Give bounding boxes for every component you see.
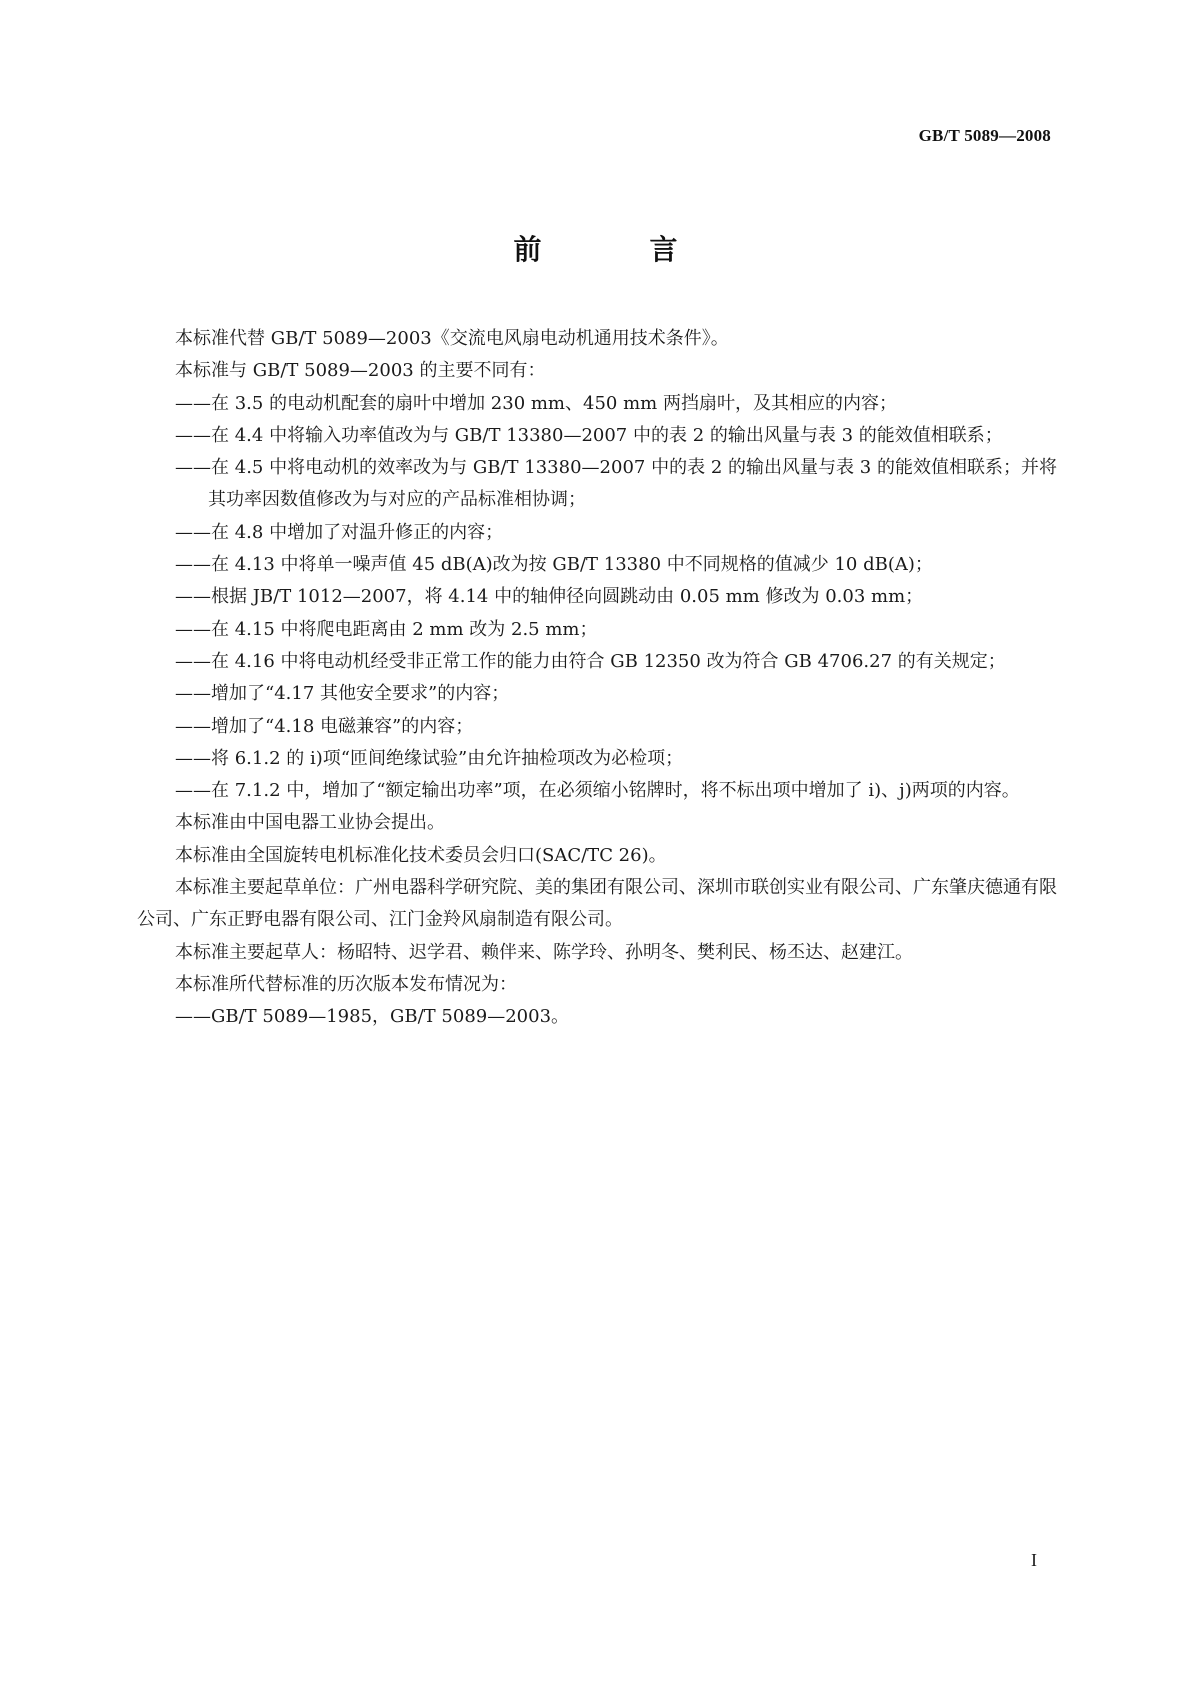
history-item: ——GB/T 5089—1985，GB/T 5089—2003。 [175,1006,570,1028]
change-item-12: ——在 7.1.2 中，增加了“额定输出功率”项，在必须缩小铭牌时，将不标出项中增加了 i)、j)两项的内容。 [175,780,1020,802]
history-intro-paragraph: 本标准所代替标准的历次版本发布情况为： [175,973,517,995]
proposer-paragraph: 本标准由中国电器工业协会提出。 [175,812,445,834]
change-item-8: ——在 4.16 中将电动机经受非正常工作的能力由符合 GB 12350 改为符合 GB 4706.27 的有关规定； [175,650,1006,672]
committee-paragraph: 本标准由全国旋转电机标准化技术委员会归口(SAC/TC 26)。 [175,844,667,866]
change-item-4: ——在 4.8 中增加了对温升修正的内容； [175,521,504,543]
change-item-11: ——将 6.1.2 的 i)项“匝间绝缘试验”由允许抽检项改为必检项； [175,747,684,769]
change-item-3: ——在 4.5 中将电动机的效率改为与 GB/T 13380—2007 中的表 2 的输出风量与表 3 的能效值相联系；并将其功率因数值修改为与对应的产品标准相协调； [175,457,1057,511]
foreword-body [137,323,1057,1034]
change-item-1: ——在 3.5 的电动机配套的扇叶中增加 230 mm、450 mm 两挡扇叶，及其相应的内容； [175,392,897,414]
change-item-9: ——增加了“4.17 其他安全要求”的内容； [175,683,510,705]
page-number: I [1031,1550,1037,1570]
change-item-7: ——在 4.15 中将爬电距离由 2 mm 改为 2.5 mm； [175,618,598,640]
standard-number: GB/T 5089—2008 [918,126,1051,145]
change-item-10: ——增加了“4.18 电磁兼容”的内容； [175,715,474,737]
drafting-units-paragraph: 本标准主要起草单位：广州电器科学研究院、美的集团有限公司、深圳市联创实业有限公司、广东肇庆德通有限公司、广东正野电器有限公司、江门金羚风扇制造有限公司。 [137,877,1057,931]
change-item-2: ——在 4.4 中将输入功率值改为与 GB/T 13380—2007 中的表 2 的输出风量与表 3 的能效值相联系； [175,424,1003,446]
page-title: 前 言 [513,233,718,266]
change-item-5: ——在 4.13 中将单一噪声值 45 dB(A)改为按 GB/T 13380 中不同规格的值减少 10 dB(A)； [175,554,933,576]
drafters-paragraph: 本标准主要起草人：杨昭特、迟学君、赖伴来、陈学玲、孙明冬、樊利民、杨丕达、赵建江。 [175,941,913,963]
intro-paragraph-1: 本标准代替 GB/T 5089—2003《交流电风扇电动机通用技术条件》。 [175,328,729,349]
intro-paragraph-2: 本标准与 GB/T 5089—2003 的主要不同有： [175,360,546,382]
change-item-6: ——根据 JB/T 1012—2007，将 4.14 中的轴伸径向圆跳动由 0.05 mm 修改为 0.03 mm； [175,586,924,608]
